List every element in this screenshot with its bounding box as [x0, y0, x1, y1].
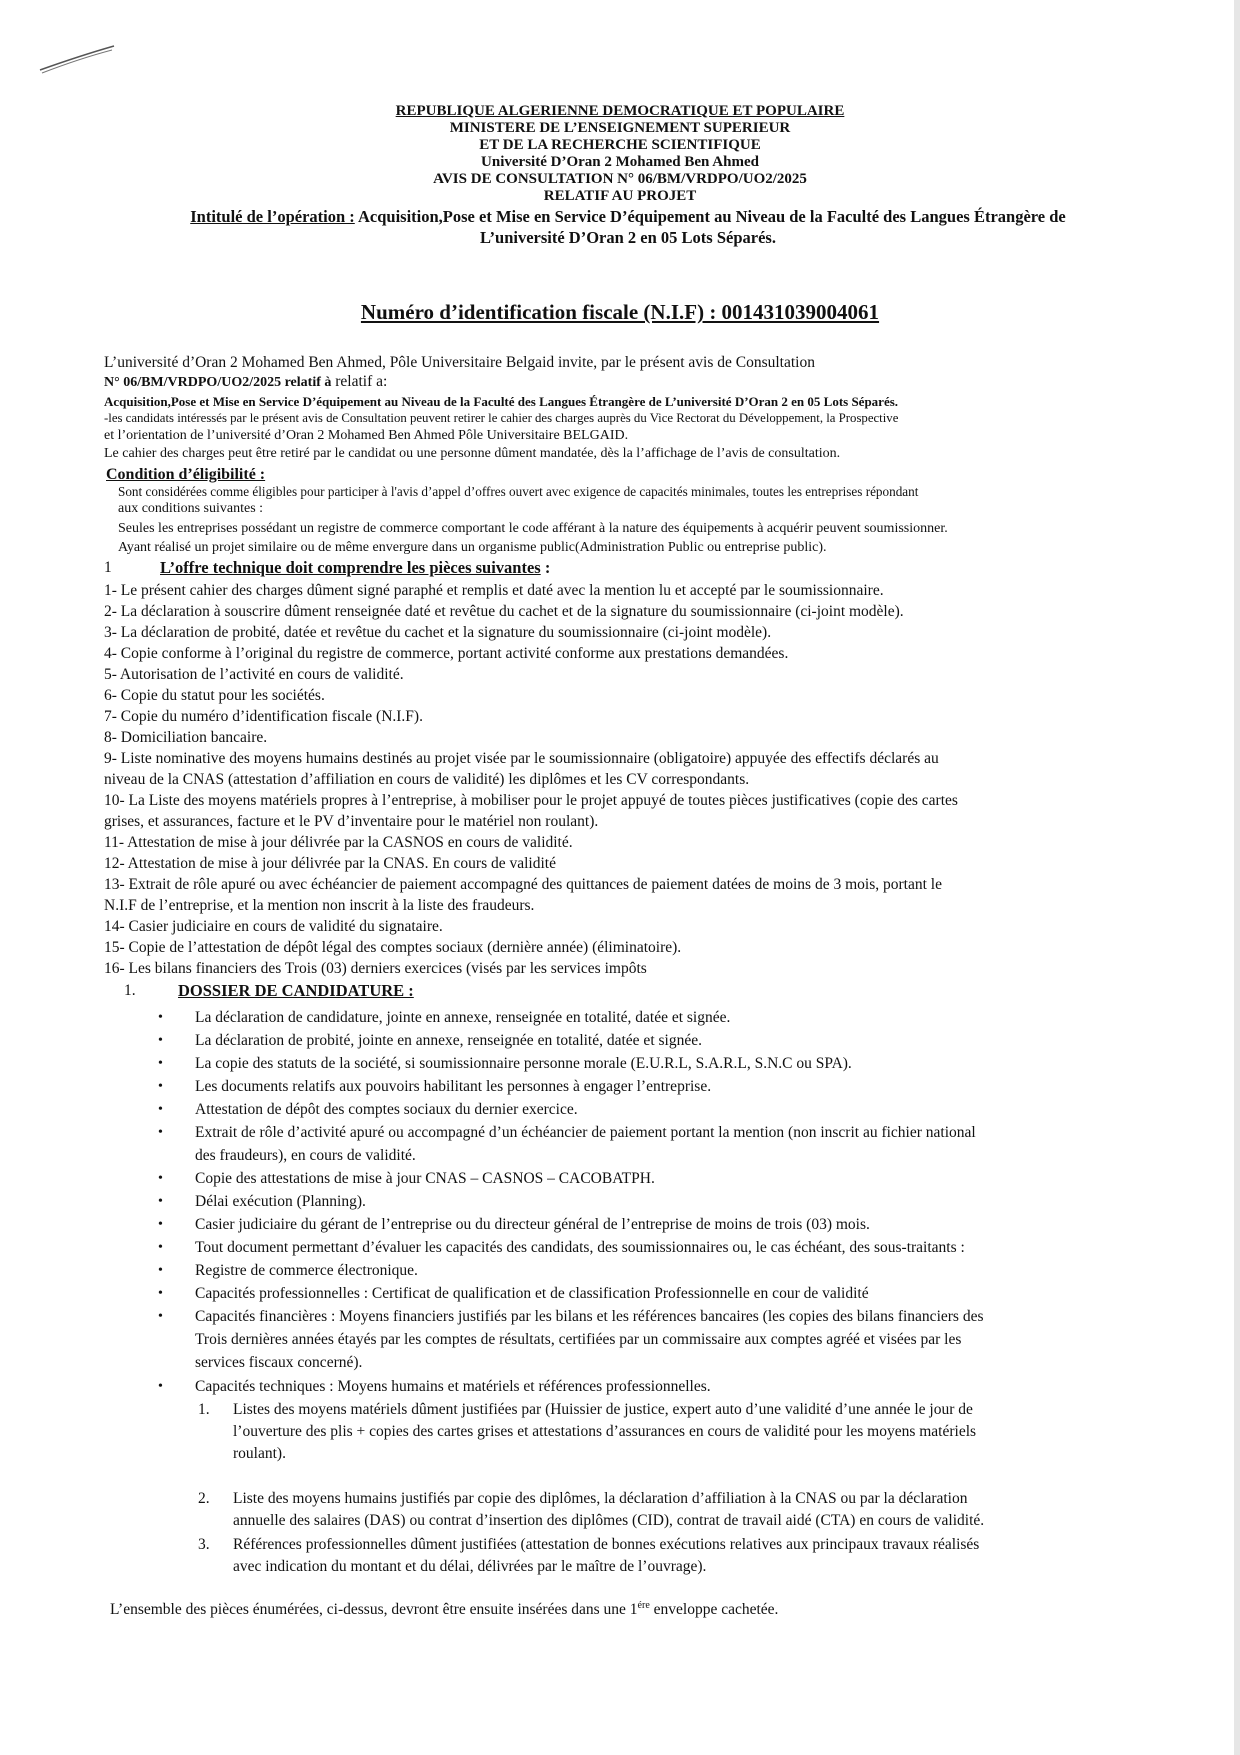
offre-item: 2- La déclaration à souscrire dûment renseignée daté et revêtue du cachet et de la signature du soumissionnaire (ci-joint modèle). — [104, 603, 904, 620]
offre-item: 7- Copie du numéro d’identification fiscale (N.I.F). — [104, 708, 423, 725]
operation-text-2: L’université D’Oran 2 en 05 Lots Séparés. — [480, 228, 776, 247]
dossier-item: Capacités techniques : Moyens humains et matériels et références professionnelles. — [195, 1378, 711, 1395]
offre-item: 6- Copie du statut pour les sociétés. — [104, 687, 325, 704]
bullet-icon: • — [158, 1286, 163, 1301]
header-recherche: ET DE LA RECHERCHE SCIENTIFIQUE — [479, 137, 761, 153]
header-republic: REPUBLIQUE ALGERIENNE DEMOCRATIQUE ET POPULAIRE — [395, 103, 845, 119]
intro-line-3: Acquisition,Pose et Mise en Service D’équipement au Niveau de la Faculté des Langues Étrangère de L’université D’Oran 2 en 05 Lots Séparés. — [104, 394, 899, 409]
bullet-icon: • — [158, 1102, 163, 1117]
intro-line-5: et l’orientation de l’université d’Oran 2 Mohamed Ben Ahmed Pôle Universitaire BELGAID. — [104, 428, 629, 443]
operation-text-1: Acquisition,Pose et Mise en Service D’équipement au Niveau de la Faculté des Langues Étrangère de — [354, 207, 1066, 226]
sub-item-number: 3. — [198, 1536, 210, 1553]
offre-item: 5- Autorisation de l’activité en cours de validité. — [104, 666, 404, 683]
offre-number: 1 — [104, 559, 112, 576]
dossier-item: Capacités financières : Moyens financiers justifiés par les bilans et les références bancaires (les copies des bilans financiers des — [195, 1308, 984, 1325]
eligibility-line-1: Sont considérées comme éligibles pour participer à l'avis d’appel d’offres ouvert avec exigence de capacités minimales, toutes les entreprises répondant — [118, 484, 919, 499]
header-avis: AVIS DE CONSULTATION N° 06/BM/VRDPO/UO2/2025 — [433, 171, 807, 187]
offre-item: 13- Extrait de rôle apuré ou avec échéancier de paiement accompagné des quittances de paiement datées de moins de 3 mois, portant le — [104, 876, 942, 893]
intro-line-2 — [104, 373, 387, 391]
sub-item-number: 1. — [198, 1401, 210, 1418]
dossier-item: Les documents relatifs aux pouvoirs habilitant les personnes à engager l’entreprise. — [195, 1078, 712, 1095]
dossier-item: Capacités professionnelles : Certificat de qualification et de classification Professionnelle en cour de validité — [195, 1285, 869, 1302]
offre-item: 3- La déclaration de probité, datée et revêtue du cachet et la signature du soumissionnaire (ci-joint modèle). — [104, 624, 772, 641]
bullet-icon: • — [158, 1010, 163, 1025]
bullet-icon: • — [158, 1379, 163, 1394]
intro-line-6: Le cahier des charges peut être retiré par le candidat ou une personne dûment mandatée, dès la l’affichage de l’avis de consultation. — [104, 446, 841, 461]
sub-item-cont: avec indication du montant et du délai, délivrées par le maître de l’ouvrage). — [233, 1558, 707, 1575]
sub-item: Liste des moyens humains justifiés par copie des diplômes, la déclaration d’affiliation à la CNAS ou par la déclaration — [233, 1490, 968, 1507]
dossier-item: Casier judiciaire du gérant de l’entreprise ou du directeur général de l’entreprise de moins de trois (03) mois. — [195, 1216, 870, 1233]
sub-item-number: 2. — [198, 1490, 210, 1507]
offre-item: 15- Copie de l’attestation de dépôt légal des comptes sociaux (dernière année) (éliminatoire). — [104, 939, 682, 956]
offre-item: 10- La Liste des moyens matériels propres à l’entreprise, à mobiliser pour le projet appuyé de toutes pièces justificatives (copie des cartes — [104, 792, 958, 809]
scan-edge — [1234, 0, 1240, 1755]
bullet-icon: • — [158, 1263, 163, 1278]
closing-sup: ére — [637, 1600, 650, 1611]
sub-item: Listes des moyens matériels dûment justifiées par (Huissier de justice, expert auto d’une validité d’une année le jour de — [233, 1401, 973, 1418]
offre-title-colon: : — [540, 558, 551, 577]
eligibility-title: Condition d’éligibilité : — [106, 466, 266, 483]
dossier-item: Copie des attestations de mise à jour CNAS – CASNOS – CACOBATPH. — [195, 1170, 655, 1187]
offre-item-cont: N.I.F de l’entreprise, et la mention non inscrit à la liste des fraudeurs. — [104, 897, 535, 914]
intro-ref: N° 06/BM/VRDPO/UO2/2025 relatif à — [104, 375, 332, 390]
intro-ref-rest: relatif a: — [331, 373, 388, 390]
dossier-item: La copie des statuts de la société, si soumissionnaire personne morale (E.U.R.L, S.A.R.L, S.N.C ou SPA). — [195, 1055, 852, 1072]
offre-item: 11- Attestation de mise à jour délivrée par la CASNOS en cours de validité. — [104, 834, 573, 851]
offre-item-cont: grises, et assurances, facture et le PV d’inventaire pour le matériel non roulant). — [104, 813, 599, 830]
bullet-icon: • — [158, 1309, 163, 1324]
dossier-item: La déclaration de candidature, jointe en annexe, renseignée en totalité, datée et signée. — [195, 1009, 731, 1026]
closing-line — [110, 1600, 778, 1619]
nif-heading: Numéro d’identification fiscale (N.I.F) : 001431039004061 — [360, 300, 880, 324]
bullet-icon: • — [158, 1194, 163, 1209]
offre-item-cont: niveau de la CNAS (attestation d’affiliation en cours de validité) les diplômes et les CV correspondants. — [104, 771, 750, 788]
eligibility-line-2: aux conditions suivantes : — [118, 501, 264, 516]
eligibility-line-3: Seules les entreprises possédant un registre de commerce comportant le code afférant à la nature des équipements à acquérir peuvent soumissionner. — [118, 521, 948, 536]
dossier-item: Extrait de rôle d’activité apuré ou accompagné d’un échéancier de paiement portant la mention (non inscrit au fichier national — [195, 1124, 976, 1141]
bullet-icon: • — [158, 1240, 163, 1255]
offre-item: 8- Domiciliation bancaire. — [104, 729, 268, 746]
eligibility-line-4: Ayant réalisé un projet similaire ou de même envergure dans un organisme public(Administration Public ou entreprise public). — [118, 540, 827, 555]
bullet-icon: • — [158, 1125, 163, 1140]
operation-label: Intitulé de l’opération : — [190, 207, 355, 226]
offre-item: 1- Le présent cahier des charges dûment signé paraphé et remplis et daté avec la mention lu et accepté par le soumissionnaire. — [104, 582, 884, 599]
offre-item: 4- Copie conforme à l’original du registre de commerce, portant activité conforme aux prestations demandées. — [104, 645, 789, 662]
dossier-item: La déclaration de probité, jointe en annexe, renseignée en totalité, datée et signée. — [195, 1032, 702, 1049]
offre-title — [160, 558, 550, 578]
dossier-number: 1. — [124, 982, 136, 999]
sub-item-cont: l’ouverture des plis + copies des cartes grises et attestations d’assurances en cours de validité pour les moyens matériels — [233, 1423, 977, 1440]
intro-line-4: -les candidats intéressés par le présent avis de Consultation peuvent retirer le cahier des charges auprès du Vice Rectorat du Développement, la Prospective — [104, 411, 899, 425]
offre-item: 12- Attestation de mise à jour délivrée par la CNAS. En cours de validité — [104, 855, 556, 872]
bullet-icon: • — [158, 1217, 163, 1232]
offre-item: 14- Casier judiciaire en cours de validité du signataire. — [104, 918, 443, 935]
dossier-item-cont: des fraudeurs), en cours de validité. — [195, 1147, 416, 1164]
dossier-item: Délai exécution (Planning). — [195, 1193, 366, 1210]
dossier-item-cont: Trois dernières années étayés par les comptes de résultats, certifiées par un commissaire aux comptes agréé et visées par les — [195, 1331, 962, 1348]
bullet-icon: • — [158, 1079, 163, 1094]
dossier-item: Tout document permettant d’évaluer les capacités des candidats, des soumissionnaires ou, le cas échéant, des sous-traitants : — [195, 1239, 965, 1256]
dossier-item: Registre de commerce électronique. — [195, 1262, 418, 1279]
intro-line-1: L’université d’Oran 2 Mohamed Ben Ahmed, Pôle Universitaire Belgaid invite, par le présent avis de Consultation — [104, 354, 815, 371]
pen-mark — [38, 44, 118, 78]
closing-end: enveloppe cachetée. — [649, 1601, 779, 1619]
offre-item: 16- Les bilans financiers des Trois (03) derniers exercices (visés par les services impôts — [104, 960, 647, 977]
offre-item: 9- Liste nominative des moyens humains destinés au projet visée par le soumissionnaire (obligatoire) appuyée des effectifs déclarés au — [104, 750, 939, 767]
header-university: Université D’Oran 2 Mohamed Ben Ahmed — [481, 154, 759, 170]
closing-text: L’ensemble des pièces énumérées, ci-dessus, devront être ensuite insérées dans une 1 — [110, 1601, 638, 1619]
sub-item-cont: roulant). — [233, 1445, 286, 1462]
offre-title-text: L’offre technique doit comprendre les pièces suivantes — [160, 558, 541, 577]
sub-item-cont: annuelle des salaires (DAS) ou contrat d’insertion des diplômes (CID), contrat de travail aidé (CTA) en cours de validité. — [233, 1512, 985, 1529]
header-relatif: RELATIF AU PROJET — [543, 188, 697, 204]
dossier-title: DOSSIER DE CANDIDATURE : — [178, 981, 414, 1000]
operation-title — [118, 206, 1138, 227]
sub-item: Références professionnelles dûment justifiées (attestation de bonnes exécutions relatives aux principaux travaux réalisés — [233, 1536, 980, 1553]
header-ministry: MINISTERE DE L’ENSEIGNEMENT SUPERIEUR — [449, 120, 791, 136]
bullet-icon: • — [158, 1056, 163, 1071]
bullet-icon: • — [158, 1033, 163, 1048]
bullet-icon: • — [158, 1171, 163, 1186]
dossier-item-cont: services fiscaux concerné). — [195, 1354, 363, 1371]
dossier-item: Attestation de dépôt des comptes sociaux du dernier exercice. — [195, 1101, 578, 1118]
